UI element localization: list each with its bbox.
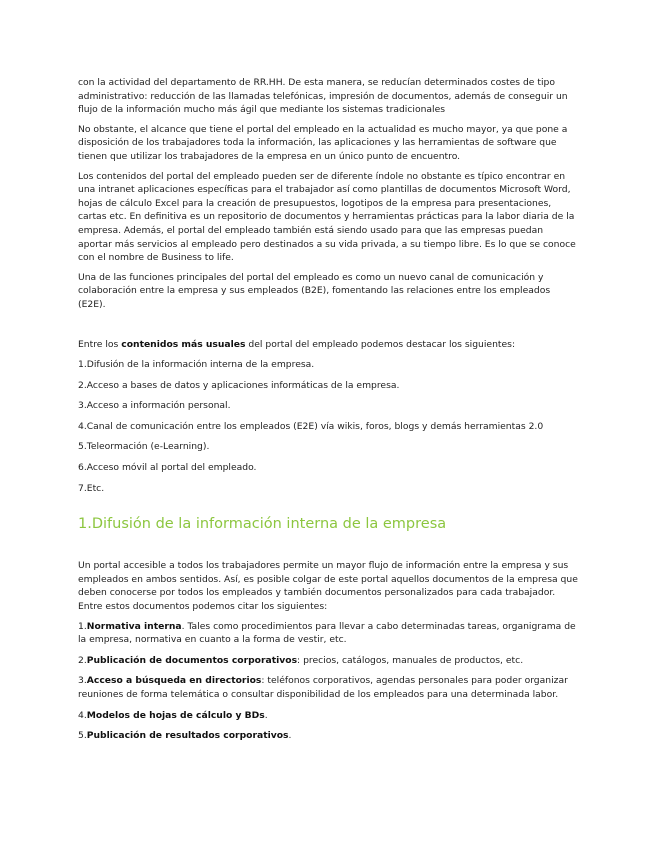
list-item: 2.Acceso a bases de datos y aplicaciones informáticas de la empresa. <box>78 379 400 391</box>
list-item: 1.Difusión de la información interna de la empresa. <box>78 359 315 371</box>
list-item: 5.Publicación de resultados corporativos. <box>78 730 292 742</box>
list-item: 4.Modelos de hojas de cálculo y BDs. <box>78 709 268 721</box>
list-item: 4.Canal de comunicación entre los empleados (E2E) vía wikis, foros, blogs y demás herramientas 2.0 <box>78 420 544 432</box>
contents-intro: Entre los contenidos más usuales del portal del empleado podemos destacar los siguientes: <box>78 338 516 350</box>
paragraph: Una de las funciones principales del portal del empleado es como un nuevo canal de comunicación y colaboración entre la empresa y sus empleados (B2E), fomentando las relaciones entre los empleados (E2E). <box>78 271 551 310</box>
section-paragraph: Un portal accesible a todos los trabajadores permite un mayor flujo de información entre la empresa y sus empleados en ambos sentidos. Así, es posible colgar de este portal aquellos documentos de la empresa que deben conocerse por todos los empleados y también documentos personalizados para cada trabajador. Entre estos documentos podemos citar los siguientes: <box>78 560 578 613</box>
list-item: 3.Acceso a búsqueda en directorios: teléfonos corporativos, agendas personales para poder organizar reuniones de forma telemática o consultar disponibilidad de los empleados para una determinada labor. <box>78 675 568 700</box>
paragraph: con la actividad del departamento de RR.HH. De esta manera, se reducían determinados costes de tipo administrativo: reducción de las llamadas telefónicas, impresión de documentos, además de conseguir un flujo de la información mucho más ágil que mediante los sistemas tradicionales <box>78 77 568 116</box>
list-item: 3.Acceso a información personal. <box>78 400 231 412</box>
list-item: 6.Acceso móvil al portal del empleado. <box>78 462 257 474</box>
list-item: 2.Publicación de documentos corporativos: precios, catálogos, manuales de productos, etc. <box>78 654 524 666</box>
document-body <box>78 76 578 750</box>
paragraph: No obstante, el alcance que tiene el portal del empleado en la actualidad es mucho mayor, ya que pone a disposición de los trabajadores toda la información, las aplicaciones y las herramientas de software que tienen que utilizar los trabajadores de la empresa en un único punto de encuentro. <box>78 123 568 162</box>
contents-intro-bold: contenidos más usuales <box>121 338 246 350</box>
paragraph: Los contenidos del portal del empleado pueden ser de diferente índole no obstante es típico encontrar en una intranet aplicaciones específicas para el trabajador así como plantillas de documentos Microsoft Word, hojas de cálculo Excel para la creación de presupuestos, logotipos de la empresa para presentaciones, cartas etc. En definitiva es un repositorio de documentos y herramientas prácticas para la labor diaria de la empresa. Además, el portal del empleado también está siendo usado para que las empresas puedan aportar más servicios al empleado pero destinados a su vida privada, a su tiempo libre. Es lo que se conoce con el nombre de Business to life. <box>78 170 576 264</box>
list-item: 1.Normativa interna. Tales como procedimientos para llevar a cabo determinadas tareas, organigrama de la empresa, normativa en cuanto a la forma de vestir, etc. <box>78 620 576 646</box>
list-item: 7.Etc. <box>78 482 105 494</box>
spacer <box>78 318 578 338</box>
section-heading: 1.Difusión de la información interna de la empresa <box>78 516 447 533</box>
list-item: 5.Teleormación (e-Learning). <box>78 441 210 453</box>
